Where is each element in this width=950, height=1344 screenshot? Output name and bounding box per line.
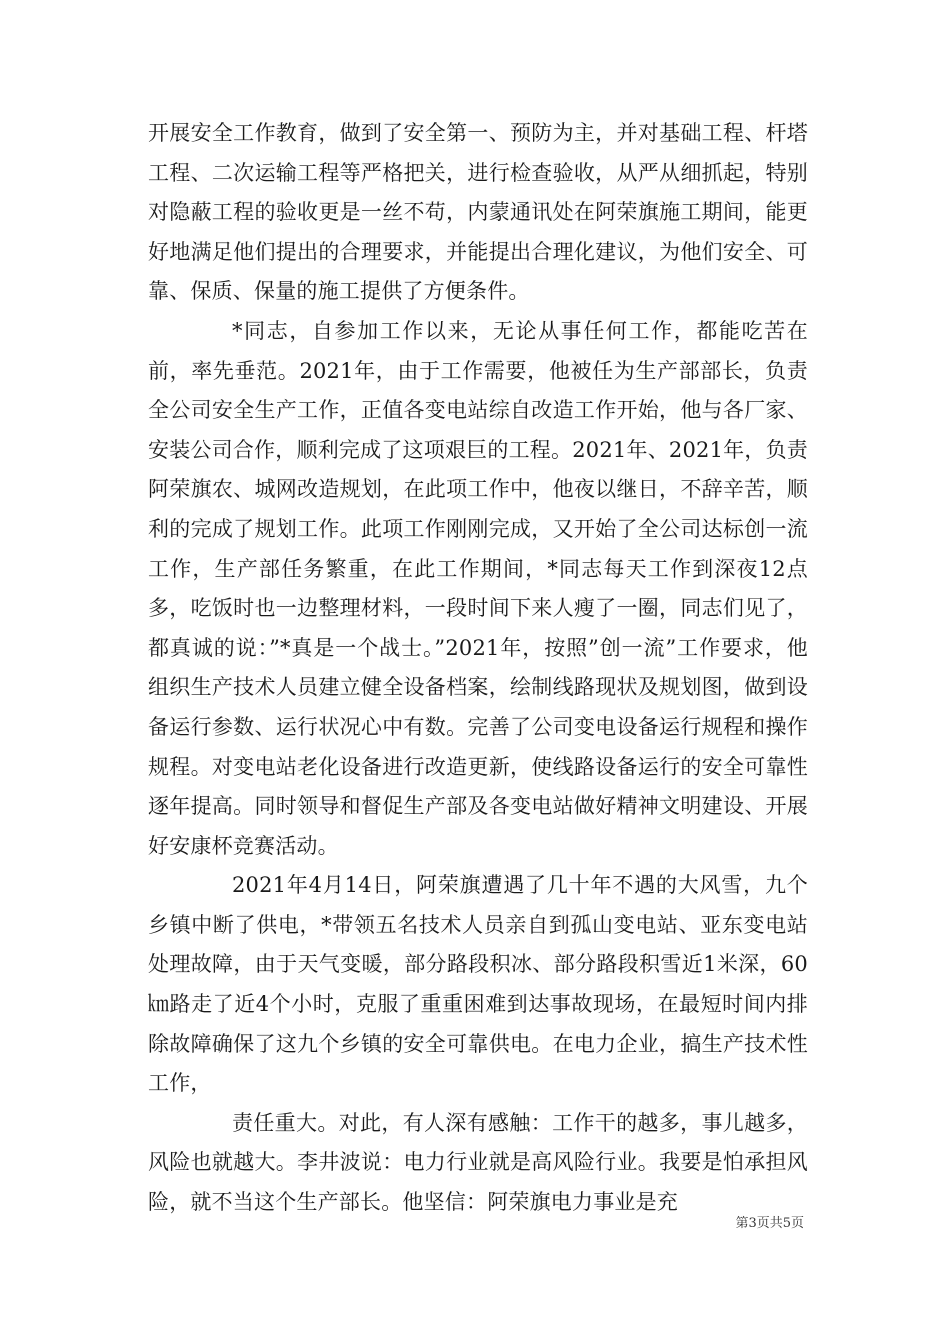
paragraph-2: *同志，自参加工作以来，无论从事任何工作，都能吃苦在前，率先垂范。2021年，由于工作需要，他被任为生产部部长，负责全公司安全生产工作，正值各变电站综自改造工作开始，他与各厂家、安装公司合作，顺利完成了这项艰巨的工程。2021年、2021年，负责阿荣旗农、城网改造规划，在此项工作中，他夜以继日，不辞辛苦，顺利的完成了规划工作。此项工作刚刚完成，又开始了全公司达标创一流工作，生产部任务繁重，在此工作期间，*同志每天工作到深夜12点多，吃饭时也一边整理材料，一段时间下来人瘦了一圈，同志们见了，都真诚的说：”*真是一个战士。”2021年，按照”创一流”工作要求，他组织生产技术人员建立健全设备档案，绘制线路现状及规划图，做到设备运行参数、运行状况心中有数。完善了公司变电设备运行规程和操作规程。对变电站老化设备进行改造更新，使线路设备运行的安全可靠性逐年提高。同时领导和督促生产部及各变电站做好精神文明建设、开展好安康杯竞赛活动。 (148, 318, 808, 858)
paragraph-1: 开展安全工作教育，做到了安全第一、预防为主，并对基础工程、杆塔工程、二次运输工程等严格把关，进行检查验收，从严从细抓起，特别对隐蔽工程的验收更是一丝不苟，内蒙通讯处在阿荣旗施工期间，能更好地满足他们提出的合理要求，并能提出合理化建议，为他们安全、可靠、保质、保量的施工提供了方便条件。 (148, 121, 808, 304)
paragraph-4: 责任重大。对此，有人深有感触：工作干的越多，事儿越多，风险也就越大。李井波说：电力行业就是高风险行业。我要是怕承担风险，就不当这个生产部长。他坚信：阿荣旗电力事业是充 (148, 1110, 808, 1215)
paragraph-3: 2021年4月14日，阿荣旗遭遇了几十年不遇的大风雪，九个乡镇中断了供电，*带领五名技术人员亲自到孤山变电站、亚东变电站处理故障，由于天气变暖，部分路段积冰、部分路段积雪近1米深，60㎞路走了近4个小时，克服了重重困难到达事故现场，在最短时间内排除故障确保了这九个乡镇的安全可靠供电。在电力企业，搞生产技术性工作， (148, 873, 808, 1096)
body-text (148, 114, 808, 1223)
page-number-footer: 第3页共5页 (735, 1216, 804, 1231)
